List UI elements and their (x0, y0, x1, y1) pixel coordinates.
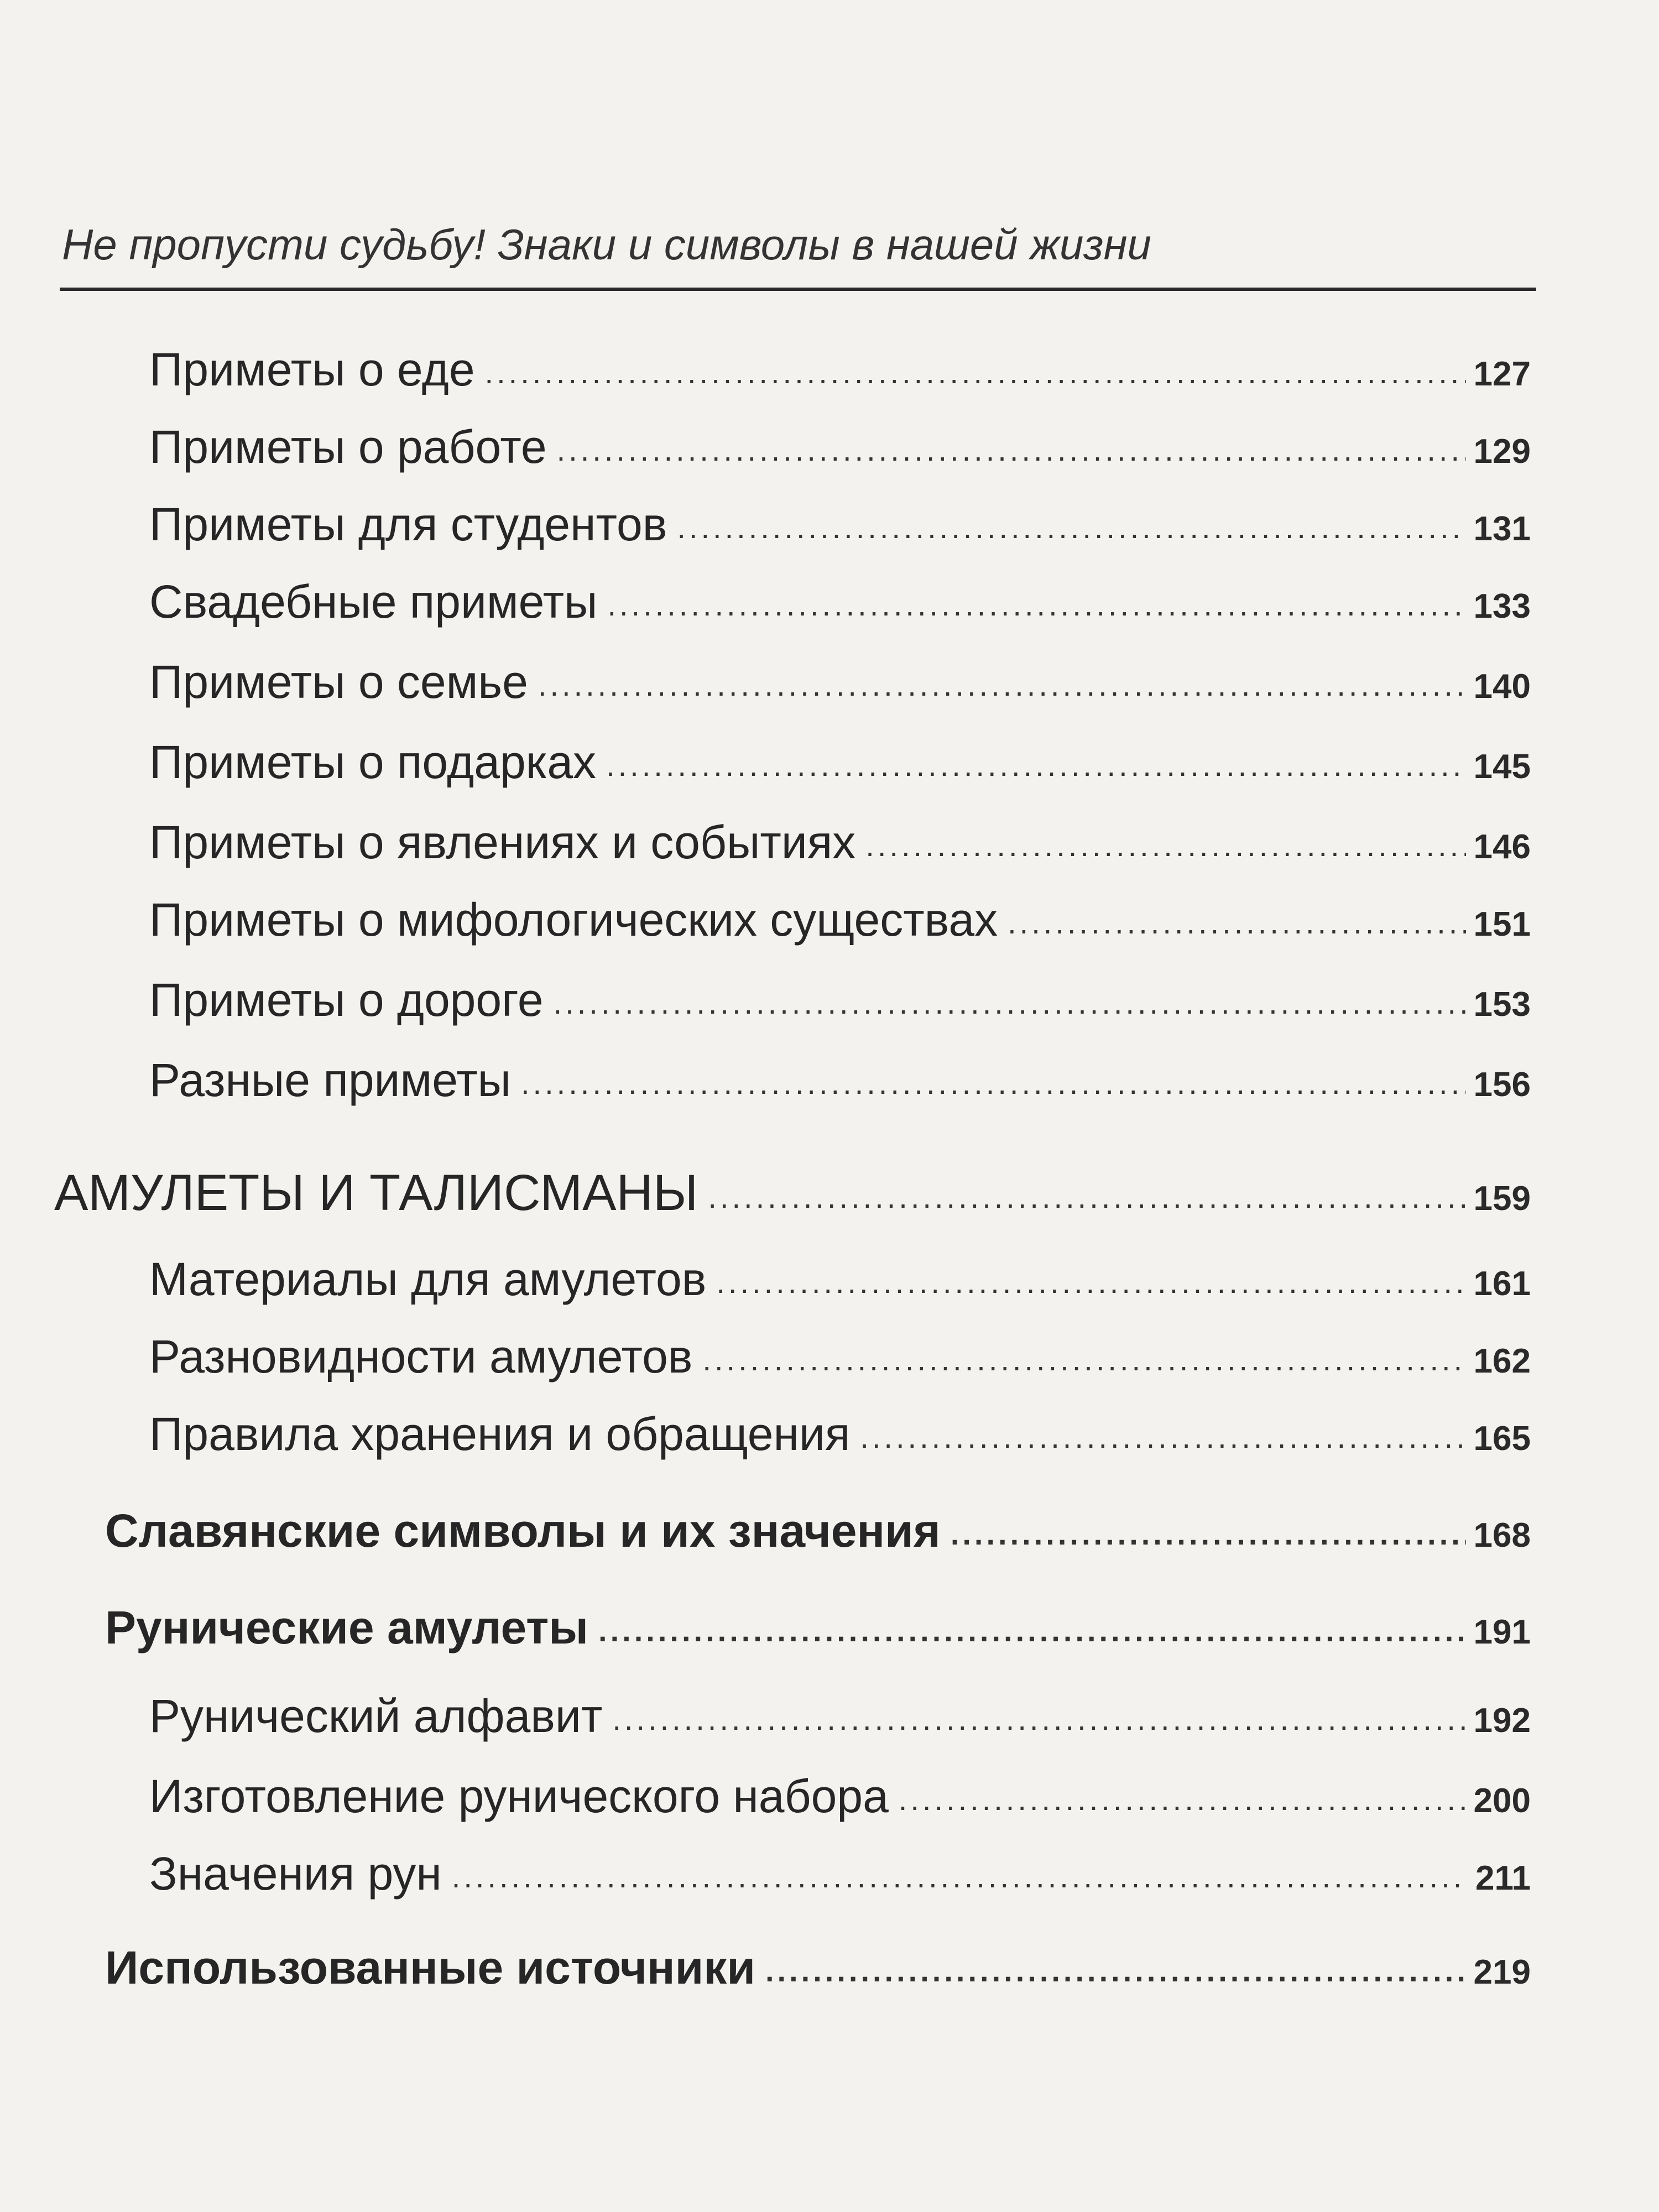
toc-entry-page: 219 (1473, 1953, 1531, 1991)
toc-section-title: Славянские символы и их значения (105, 1505, 941, 1557)
dot-leader (865, 827, 1465, 863)
toc-entry-page: 129 (1473, 432, 1531, 471)
toc-entry (149, 1689, 1531, 1743)
dot-leader (521, 1065, 1466, 1101)
toc-entry-page: 151 (1473, 905, 1531, 943)
toc-section-title: АМУЛЕТЫ И ТАЛИСМАНЫ (54, 1165, 698, 1221)
dot-leader (554, 985, 1466, 1021)
toc-entry (149, 816, 1531, 869)
dot-leader (716, 1264, 1465, 1300)
toc-entry-page: 192 (1473, 1702, 1531, 1740)
toc-entry-page: 133 (1473, 587, 1531, 625)
toc-entry-title: Приметы о еде (149, 343, 475, 395)
toc-entry-page: 211 (1475, 1859, 1531, 1897)
dot-leader (538, 667, 1466, 703)
toc-section-title: Рунические амулеты (105, 1601, 589, 1653)
toc-entry-title: Приметы о работе (149, 421, 547, 473)
toc-section (54, 1164, 1531, 1222)
dot-leader (485, 354, 1466, 390)
toc-entry-title: Приметы о дороге (149, 974, 544, 1026)
toc-entry (149, 343, 1531, 397)
dot-leader (677, 509, 1465, 545)
toc-entry-page: 191 (1473, 1613, 1531, 1651)
dot-leader (452, 1859, 1468, 1895)
toc-section (105, 1601, 1531, 1655)
toc-entry-page: 168 (1473, 1516, 1531, 1554)
toc-entry-title: Правила хранения и обращения (149, 1408, 851, 1460)
toc-entry-title: Приметы о семье (149, 656, 528, 708)
dot-leader (708, 1179, 1465, 1215)
toc-entry-page: 159 (1473, 1180, 1531, 1218)
toc-section (105, 1941, 1531, 1995)
dot-leader (860, 1419, 1465, 1455)
dot-leader (1008, 905, 1465, 941)
toc-entry (149, 1847, 1531, 1901)
toc-entry-title: Материалы для амулетов (149, 1253, 707, 1305)
toc-entry-page: 156 (1473, 1066, 1531, 1104)
toc-entry-title: Разные приметы (149, 1054, 511, 1106)
toc-entry-title: Приметы о подарках (149, 736, 597, 788)
toc-entry (149, 735, 1531, 789)
toc-section (105, 1504, 1531, 1558)
toc-entry (149, 655, 1531, 709)
toc-entry-page: 162 (1473, 1342, 1531, 1380)
toc-entry-page: 161 (1473, 1265, 1531, 1303)
toc-entry-title: Разновидности амулетов (149, 1331, 693, 1383)
toc-entry (149, 420, 1531, 474)
toc-entry-page: 131 (1473, 510, 1531, 548)
toc-entry-title: Приметы о явлениях и событиях (149, 816, 856, 868)
toc-entry-title: Рунический алфавит (149, 1690, 603, 1742)
dot-leader (765, 1953, 1466, 1989)
toc-entry-title: Приметы для студентов (149, 498, 667, 550)
dot-leader (557, 432, 1466, 468)
dot-leader (951, 1516, 1466, 1552)
toc-entry-title: Свадебные приметы (149, 576, 598, 628)
dot-leader (598, 1613, 1466, 1648)
toc-entry (149, 1253, 1531, 1306)
toc-entry (149, 1053, 1531, 1107)
toc-entry-page: 145 (1473, 748, 1531, 786)
toc-entry-page: 140 (1473, 667, 1531, 706)
toc-entry-page: 165 (1473, 1420, 1531, 1458)
toc-entry (149, 1770, 1531, 1823)
toc-entry-page: 146 (1473, 828, 1531, 866)
toc-entry-page: 153 (1473, 985, 1531, 1024)
dot-leader (607, 587, 1465, 623)
toc-entry (149, 1330, 1531, 1384)
dot-leader (899, 1781, 1466, 1817)
toc-entry (149, 1407, 1531, 1461)
toc-entry-title: Значения рун (149, 1848, 442, 1900)
toc-entry (149, 498, 1531, 551)
dot-leader (612, 1701, 1465, 1737)
dot-leader (606, 747, 1465, 783)
toc-entry-title: Приметы о мифологических существах (149, 894, 998, 946)
toc-section-title: Использованные источники (105, 1942, 755, 1994)
running-header: Не пропусти судьбу! Знаки и символы в нашей жизни (62, 220, 1151, 269)
toc-entry (149, 575, 1531, 629)
toc-entry-page: 200 (1473, 1782, 1531, 1820)
dot-leader (702, 1342, 1465, 1378)
toc-entry (149, 973, 1531, 1027)
toc-entry-title: Изготовление рунического набора (149, 1770, 889, 1822)
toc-entry (149, 893, 1531, 947)
toc-entry-page: 127 (1473, 355, 1531, 393)
